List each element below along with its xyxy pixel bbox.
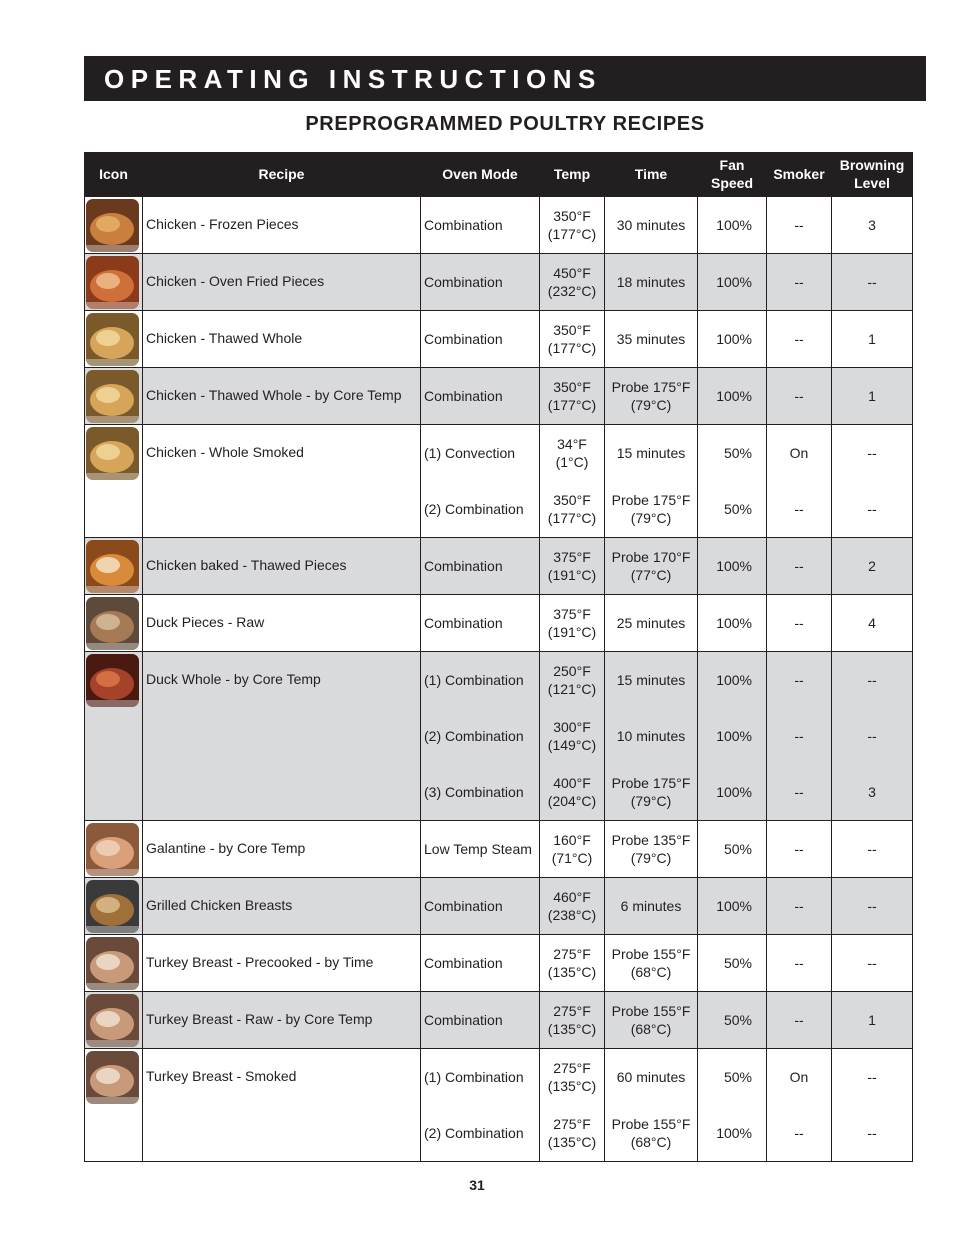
temp-f-value: 34°F	[557, 436, 587, 452]
header-fan-speed-line1: Fan	[719, 157, 745, 173]
chicken-leg-icon	[86, 540, 139, 593]
browning-value: --	[867, 841, 877, 857]
header-oven-mode: Oven Mode	[421, 152, 540, 197]
whole-chicken-probe-icon	[86, 370, 139, 423]
temp-f-value: 350°F	[553, 322, 591, 338]
fan-speed-cell	[698, 254, 767, 311]
recipe-name: Turkey Breast - Precooked - by Time	[146, 954, 374, 970]
smoker-value: --	[794, 558, 804, 574]
time-value: 6 minutes	[620, 898, 682, 914]
recipe-cell	[143, 311, 421, 368]
temp-f-value: 160°F	[553, 832, 591, 848]
time-cell	[605, 425, 698, 538]
fan-speed-value: 100%	[716, 898, 752, 914]
oven-mode-value: Combination	[424, 955, 503, 971]
smoker-value: On	[789, 445, 809, 461]
header-browning-level	[832, 152, 913, 197]
whole-chicken-icon	[86, 313, 139, 366]
fan-speed-cell	[698, 538, 767, 595]
time-value: Probe 155°F	[611, 1003, 691, 1019]
browning-cell	[832, 878, 913, 935]
time-cell	[605, 935, 698, 992]
temp-c-value: (135°C)	[547, 1134, 597, 1150]
time-detail-value: (79°C)	[630, 793, 672, 809]
oven-mode-cell	[421, 595, 540, 652]
temp-c-value: (204°C)	[547, 793, 597, 809]
browning-cell	[832, 368, 913, 425]
recipe-icon-cell	[85, 992, 143, 1049]
smoker-cell	[767, 254, 832, 311]
browning-value: --	[867, 898, 877, 914]
temp-cell	[540, 1049, 605, 1162]
time-value: 15 minutes	[616, 672, 686, 688]
time-cell	[605, 652, 698, 821]
temp-c-value: (135°C)	[547, 1078, 597, 1094]
browning-cell	[832, 311, 913, 368]
browning-cell	[832, 595, 913, 652]
temp-cell	[540, 652, 605, 821]
smoker-value: --	[794, 1012, 804, 1028]
time-detail-value: (79°C)	[630, 850, 672, 866]
fan-speed-value: 100%	[716, 784, 752, 800]
temp-cell	[540, 254, 605, 311]
oven-mode-value: (2) Combination	[424, 1125, 524, 1141]
oven-mode-value: Combination	[424, 558, 503, 574]
smoker-value: --	[794, 1125, 804, 1141]
whole-chicken-smoked-icon	[86, 427, 139, 480]
temp-c-value: (135°C)	[547, 1021, 597, 1037]
table-row	[85, 538, 913, 595]
smoker-cell	[767, 821, 832, 878]
temp-cell	[540, 878, 605, 935]
banner-title: OPERATING INSTRUCTIONS	[104, 64, 602, 94]
browning-value: 3	[868, 217, 876, 233]
temp-f-value: 350°F	[553, 208, 591, 224]
recipe-name: Chicken - Oven Fried Pieces	[146, 273, 325, 289]
smoker-value: --	[794, 331, 804, 347]
recipe-cell	[143, 1049, 421, 1162]
fan-speed-value: 100%	[716, 558, 752, 574]
recipe-cell	[143, 992, 421, 1049]
oven-mode-value: Combination	[424, 1012, 503, 1028]
fan-speed-cell	[698, 425, 767, 538]
fan-speed-cell	[698, 878, 767, 935]
oven-mode-value: (1) Convection	[424, 445, 516, 461]
oven-mode-value: Low Temp Steam	[424, 841, 532, 857]
browning-value: --	[867, 1069, 877, 1085]
temp-c-value: (121°C)	[547, 681, 597, 697]
browning-cell	[832, 197, 913, 254]
fan-speed-value: 100%	[716, 615, 752, 631]
smoker-cell	[767, 595, 832, 652]
time-value: Probe 155°F	[611, 946, 691, 962]
fan-speed-cell	[698, 368, 767, 425]
temp-f-value: 275°F	[553, 1003, 591, 1019]
oven-mode-value: (1) Combination	[424, 1069, 524, 1085]
header-fan-speed-line2: Speed	[710, 175, 753, 191]
oven-mode-cell	[421, 197, 540, 254]
recipe-icon-cell	[85, 254, 143, 311]
temp-c-value: (177°C)	[547, 510, 597, 526]
time-cell	[605, 878, 698, 935]
header-browning-line1: Browning	[839, 157, 905, 173]
time-value: 60 minutes	[616, 1069, 686, 1085]
smoker-value: --	[794, 388, 804, 404]
duck-pieces-icon	[86, 597, 139, 650]
fan-speed-value: 100%	[716, 274, 752, 290]
recipe-cell	[143, 538, 421, 595]
browning-cell	[832, 821, 913, 878]
table-row	[85, 821, 913, 878]
recipe-icon-cell	[85, 311, 143, 368]
recipe-cell	[143, 368, 421, 425]
temp-cell	[540, 368, 605, 425]
temp-f-value: 275°F	[553, 946, 591, 962]
browning-cell	[832, 425, 913, 538]
recipe-name: Chicken - Thawed Whole	[146, 330, 303, 346]
oven-mode-value: Combination	[424, 388, 503, 404]
turkey-breast-smoked-icon	[86, 1051, 139, 1104]
time-detail-value: (79°C)	[630, 510, 672, 526]
temp-cell	[540, 197, 605, 254]
fan-speed-value: 50%	[723, 501, 752, 517]
browning-value: --	[867, 728, 877, 744]
header-fan-speed	[698, 152, 767, 197]
time-value: 10 minutes	[616, 728, 686, 744]
oven-mode-value: (1) Combination	[424, 672, 524, 688]
oven-fried-chicken-icon	[86, 256, 139, 309]
smoker-cell	[767, 992, 832, 1049]
section-banner	[84, 56, 926, 101]
smoker-cell	[767, 311, 832, 368]
browning-value: 4	[868, 615, 876, 631]
browning-value: 1	[868, 1012, 876, 1028]
smoker-cell	[767, 878, 832, 935]
temp-f-value: 275°F	[553, 1116, 591, 1132]
galantine-icon	[86, 823, 139, 876]
smoker-value: --	[794, 615, 804, 631]
oven-mode-cell	[421, 538, 540, 595]
temp-f-value: 250°F	[553, 663, 591, 679]
temp-cell	[540, 821, 605, 878]
browning-cell	[832, 1049, 913, 1162]
temp-c-value: (232°C)	[547, 283, 597, 299]
time-value: 18 minutes	[616, 274, 686, 290]
time-cell	[605, 992, 698, 1049]
browning-value: 1	[868, 388, 876, 404]
smoker-cell	[767, 652, 832, 821]
temp-f-value: 275°F	[553, 1060, 591, 1076]
header-recipe: Recipe	[143, 152, 421, 197]
browning-value: --	[867, 445, 877, 461]
time-value: Probe 175°F	[611, 379, 691, 395]
recipe-icon-cell	[85, 821, 143, 878]
time-cell	[605, 1049, 698, 1162]
fan-speed-value: 50%	[723, 841, 752, 857]
browning-value: 1	[868, 331, 876, 347]
fan-speed-cell	[698, 1049, 767, 1162]
temp-f-value: 450°F	[553, 265, 591, 281]
time-value: Probe 175°F	[611, 775, 691, 791]
temp-f-value: 460°F	[553, 889, 591, 905]
recipe-icon-cell	[85, 538, 143, 595]
oven-mode-cell	[421, 254, 540, 311]
turkey-breast-icon	[86, 937, 139, 990]
oven-mode-cell	[421, 652, 540, 821]
oven-mode-cell	[421, 935, 540, 992]
time-cell	[605, 197, 698, 254]
time-cell	[605, 254, 698, 311]
poultry-recipes-table	[84, 152, 913, 1162]
temp-cell	[540, 425, 605, 538]
recipe-cell	[143, 935, 421, 992]
browning-value: 3	[868, 784, 876, 800]
time-detail-value: (68°C)	[630, 964, 672, 980]
recipe-cell	[143, 652, 421, 821]
recipe-name: Galantine - by Core Temp	[146, 840, 306, 856]
recipe-name: Grilled Chicken Breasts	[146, 897, 293, 913]
temp-c-value: (191°C)	[547, 567, 597, 583]
time-value: Probe 175°F	[611, 492, 691, 508]
temp-c-value: (1°C)	[555, 454, 589, 470]
smoker-cell	[767, 538, 832, 595]
temp-c-value: (177°C)	[547, 226, 597, 242]
temp-c-value: (177°C)	[547, 397, 597, 413]
temp-c-value: (238°C)	[547, 907, 597, 923]
time-value: 15 minutes	[616, 445, 686, 461]
recipe-name: Duck Whole - by Core Temp	[146, 671, 321, 687]
fan-speed-cell	[698, 992, 767, 1049]
temp-cell	[540, 935, 605, 992]
browning-value: --	[867, 274, 877, 290]
table-row	[85, 368, 913, 425]
time-value: Probe 135°F	[611, 832, 691, 848]
time-cell	[605, 538, 698, 595]
recipe-cell	[143, 425, 421, 538]
temp-c-value: (149°C)	[547, 737, 597, 753]
fan-speed-value: 50%	[723, 1012, 752, 1028]
oven-mode-cell	[421, 992, 540, 1049]
browning-cell	[832, 538, 913, 595]
recipe-cell	[143, 254, 421, 311]
recipe-icon-cell	[85, 1049, 143, 1162]
time-detail-value: (77°C)	[630, 567, 672, 583]
smoker-cell	[767, 935, 832, 992]
header-smoker: Smoker	[767, 152, 832, 197]
table-row	[85, 311, 913, 368]
recipe-name: Chicken - Whole Smoked	[146, 444, 304, 460]
browning-value: --	[867, 501, 877, 517]
smoker-value: --	[794, 955, 804, 971]
header-icon: Icon	[85, 152, 143, 197]
oven-mode-cell	[421, 368, 540, 425]
oven-mode-value: (2) Combination	[424, 501, 524, 517]
time-value: 30 minutes	[616, 217, 686, 233]
temp-cell	[540, 311, 605, 368]
smoker-value: --	[794, 728, 804, 744]
table-header-row	[85, 152, 913, 197]
recipe-name: Chicken - Thawed Whole - by Core Temp	[146, 387, 402, 403]
temp-c-value: (177°C)	[547, 340, 597, 356]
time-value: Probe 170°F	[611, 549, 691, 565]
fan-speed-value: 100%	[716, 388, 752, 404]
time-detail-value: (68°C)	[630, 1134, 672, 1150]
oven-mode-value: Combination	[424, 331, 503, 347]
smoker-value: --	[794, 274, 804, 290]
time-cell	[605, 368, 698, 425]
oven-mode-value: (3) Combination	[424, 784, 524, 800]
recipe-cell	[143, 595, 421, 652]
oven-mode-cell	[421, 311, 540, 368]
fan-speed-cell	[698, 821, 767, 878]
fan-speed-value: 50%	[723, 445, 752, 461]
oven-mode-value: (2) Combination	[424, 728, 524, 744]
fan-speed-value: 50%	[723, 955, 752, 971]
table-row	[85, 878, 913, 935]
fan-speed-cell	[698, 935, 767, 992]
fan-speed-value: 100%	[716, 331, 752, 347]
header-time: Time	[605, 152, 698, 197]
browning-value: --	[867, 955, 877, 971]
recipe-cell	[143, 197, 421, 254]
fan-speed-value: 100%	[716, 728, 752, 744]
time-cell	[605, 595, 698, 652]
fan-speed-cell	[698, 197, 767, 254]
smoker-cell	[767, 368, 832, 425]
browning-value: --	[867, 1125, 877, 1141]
recipe-name: Chicken - Frozen Pieces	[146, 216, 299, 232]
table-row	[85, 935, 913, 992]
browning-value: --	[867, 672, 877, 688]
time-cell	[605, 821, 698, 878]
temp-f-value: 350°F	[553, 379, 591, 395]
turkey-breast-probe-icon	[86, 994, 139, 1047]
smoker-value: --	[794, 841, 804, 857]
table-row	[85, 197, 913, 254]
temp-f-value: 375°F	[553, 549, 591, 565]
fan-speed-value: 100%	[716, 1125, 752, 1141]
fan-speed-value: 100%	[716, 217, 752, 233]
recipe-name: Chicken baked - Thawed Pieces	[146, 557, 347, 573]
smoker-value: --	[794, 217, 804, 233]
oven-mode-value: Combination	[424, 615, 503, 631]
page-subtitle: PREPROGRAMMED POULTRY RECIPES	[305, 113, 705, 135]
whole-duck-icon	[86, 654, 139, 707]
oven-mode-value: Combination	[424, 217, 503, 233]
table-row	[85, 254, 913, 311]
smoker-cell	[767, 1049, 832, 1162]
smoker-value: --	[794, 898, 804, 914]
recipe-icon-cell	[85, 935, 143, 992]
table-row	[85, 652, 913, 821]
recipe-name: Turkey Breast - Smoked	[146, 1068, 297, 1084]
oven-mode-value: Combination	[424, 898, 503, 914]
oven-mode-cell	[421, 425, 540, 538]
temp-f-value: 400°F	[553, 775, 591, 791]
browning-cell	[832, 935, 913, 992]
oven-mode-cell	[421, 821, 540, 878]
smoker-value: --	[794, 784, 804, 800]
temp-cell	[540, 538, 605, 595]
time-detail-value: (68°C)	[630, 1021, 672, 1037]
recipe-cell	[143, 821, 421, 878]
recipe-name: Turkey Breast - Raw - by Core Temp	[146, 1011, 373, 1027]
table-row	[85, 425, 913, 538]
smoker-value: --	[794, 672, 804, 688]
recipe-icon-cell	[85, 197, 143, 254]
temp-cell	[540, 595, 605, 652]
fan-speed-cell	[698, 311, 767, 368]
oven-mode-cell	[421, 878, 540, 935]
recipe-icon-cell	[85, 595, 143, 652]
temp-c-value: (71°C)	[551, 850, 593, 866]
fan-speed-cell	[698, 652, 767, 821]
temp-f-value: 350°F	[553, 492, 591, 508]
recipe-icon-cell	[85, 425, 143, 538]
browning-value: 2	[868, 558, 876, 574]
table-row	[85, 1049, 913, 1162]
oven-mode-cell	[421, 1049, 540, 1162]
smoker-value: --	[794, 501, 804, 517]
fan-speed-value: 100%	[716, 672, 752, 688]
table-row	[85, 595, 913, 652]
fan-speed-value: 50%	[723, 1069, 752, 1085]
recipe-icon-cell	[85, 878, 143, 935]
temp-f-value: 300°F	[553, 719, 591, 735]
smoker-value: On	[789, 1069, 809, 1085]
recipe-cell	[143, 878, 421, 935]
oven-mode-value: Combination	[424, 274, 503, 290]
time-value: 35 minutes	[616, 331, 686, 347]
smoker-cell	[767, 425, 832, 538]
browning-cell	[832, 254, 913, 311]
browning-cell	[832, 992, 913, 1049]
time-value: 25 minutes	[616, 615, 686, 631]
temp-c-value: (191°C)	[547, 624, 597, 640]
time-cell	[605, 311, 698, 368]
fan-speed-cell	[698, 595, 767, 652]
header-temp: Temp	[540, 152, 605, 197]
recipe-icon-cell	[85, 368, 143, 425]
temp-cell	[540, 992, 605, 1049]
page-number: 31	[469, 1177, 485, 1193]
temp-c-value: (135°C)	[547, 964, 597, 980]
table-row	[85, 992, 913, 1049]
recipe-name: Duck Pieces - Raw	[146, 614, 265, 630]
time-value: Probe 155°F	[611, 1116, 691, 1132]
frozen-chicken-pieces-icon	[86, 199, 139, 252]
header-browning-line2: Level	[854, 175, 890, 191]
recipe-icon-cell	[85, 652, 143, 821]
temp-f-value: 375°F	[553, 606, 591, 622]
browning-cell	[832, 652, 913, 821]
time-detail-value: (79°C)	[630, 397, 672, 413]
grilled-chicken-icon	[86, 880, 139, 933]
smoker-cell	[767, 197, 832, 254]
